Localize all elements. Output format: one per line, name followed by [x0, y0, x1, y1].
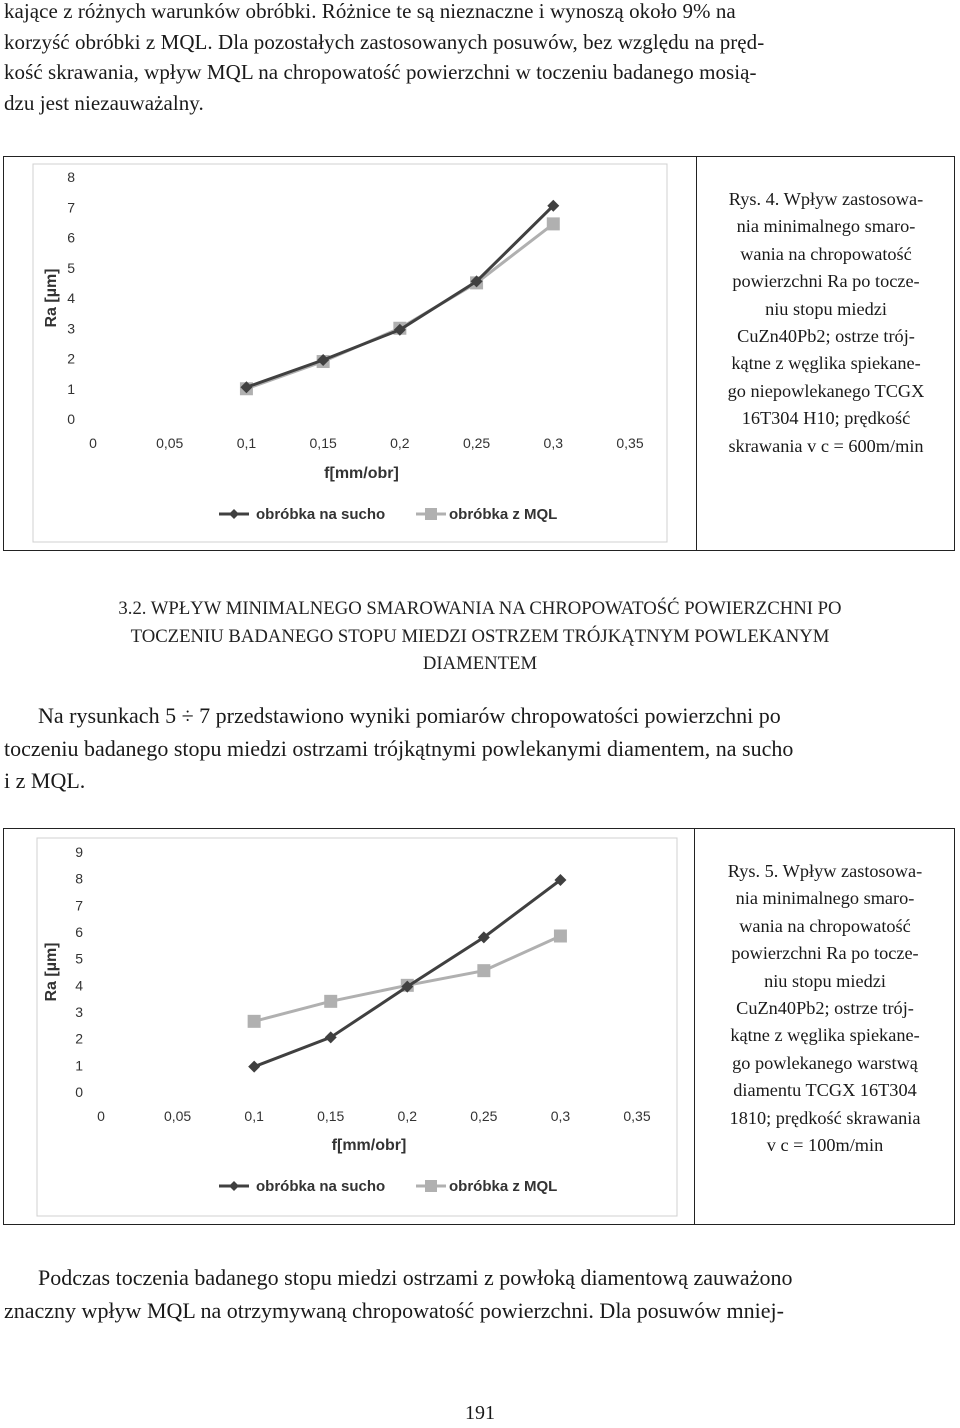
- figure-4: [3, 156, 955, 551]
- page-number: 191: [465, 1402, 495, 1424]
- x-tick-label: 0,15: [309, 435, 337, 451]
- plot-area-frame: [33, 164, 667, 542]
- data-point-square: [477, 964, 490, 977]
- x-tick-label: 0,3: [550, 1108, 571, 1124]
- caption-line: nia minimalnego smaro-: [735, 888, 915, 909]
- figure-4-chart-cell: [4, 157, 697, 550]
- caption-line: CuZn40Pb2; ostrze trój-: [736, 998, 914, 1019]
- x-tick-label: 0,35: [623, 1108, 651, 1124]
- legend-marker-diamond: [229, 1181, 239, 1191]
- y-tick-label: 7: [75, 897, 83, 914]
- y-tick-label: 5: [75, 950, 83, 967]
- x-tick-label: 0,2: [390, 435, 410, 451]
- caption-line: kątne z węglika spiekane-: [731, 353, 921, 374]
- data-point-square: [248, 1015, 261, 1028]
- y-tick-label: 8: [67, 169, 75, 185]
- data-point-diamond: [248, 1061, 260, 1073]
- data-point-square: [554, 930, 567, 943]
- caption-line: kątne z węglika spiekane-: [730, 1025, 920, 1046]
- caption-line: nia minimalnego smaro-: [736, 216, 916, 237]
- y-tick-label: 3: [67, 320, 75, 337]
- y-tick-label: 5: [67, 259, 75, 276]
- y-tick-label: 1: [75, 1057, 83, 1074]
- caption-line: wania na chropowatość: [739, 915, 911, 936]
- heading-line: 3.2. WPŁYW MINIMALNEGO SMAROWANIA NA CHROPOWATOŚĆ POWIERZCHNI PO: [118, 598, 842, 619]
- text-line: kające z różnych warunków obróbki. Różnice te są nieznaczne i wynoszą około 9% na: [4, 0, 736, 23]
- caption-line: go niepowlekanego TCGX: [727, 380, 925, 401]
- heading-line: DIAMENTEM: [422, 653, 538, 674]
- y-tick-label: 6: [67, 229, 75, 246]
- x-tick-label: 0,05: [156, 435, 184, 451]
- x-tick-label: 0,3: [543, 435, 564, 451]
- caption-line: niu stopu miedzi: [765, 298, 887, 319]
- y-tick-label: 2: [75, 1030, 83, 1047]
- text-line: Podczas toczenia badanego stopu miedzi ostrzami z powłoką diamentową zauważono: [38, 1265, 793, 1290]
- caption-line: skrawania v c = 600m/min: [728, 435, 924, 456]
- x-tick-label: 0,1: [236, 435, 257, 451]
- caption-line: go powlekanego warstwą: [732, 1052, 918, 1073]
- text-line: dzu jest niezauważalny.: [4, 90, 204, 115]
- x-tick-label: 0,15: [317, 1108, 345, 1124]
- caption-line: wania na chropowatość: [740, 243, 912, 264]
- y-tick-label: 6: [75, 924, 83, 940]
- figure-5-chart: [4, 829, 694, 1223]
- caption-line: niu stopu miedzi: [764, 970, 886, 991]
- series-line: [254, 880, 560, 1067]
- y-tick-label: 1: [67, 380, 75, 397]
- legend-label: obróbka na sucho: [256, 506, 386, 523]
- series-line: [246, 224, 553, 389]
- caption-line: powierzchni Ra po tocze-: [732, 271, 920, 292]
- x-axis-title: f[mm/obr]: [324, 465, 399, 482]
- legend-marker-square: [425, 508, 437, 520]
- caption-line: diamentu TCGX 16T304: [733, 1080, 917, 1101]
- caption-line: Rys. 5. Wpływ zastosowa-: [727, 861, 923, 881]
- legend-label: obróbka z MQL: [449, 1178, 558, 1195]
- y-tick-label: 3: [75, 1004, 83, 1020]
- series-line: [246, 206, 553, 387]
- text-line: Na rysunkach 5 ÷ 7 przedstawiono wyniki pomiarów chropowatości powierzchni po: [38, 703, 781, 728]
- plot-area-frame: [37, 838, 677, 1216]
- x-tick-label: 0,1: [244, 1108, 264, 1124]
- y-axis-title: Ra [µm]: [43, 268, 60, 328]
- data-point-square: [547, 217, 560, 230]
- y-tick-label: 4: [75, 977, 83, 994]
- paragraph-top: [4, 0, 956, 118]
- figure-5-caption: [696, 829, 954, 1224]
- caption-line: powierzchni Ra po tocze-: [731, 943, 919, 964]
- y-tick-label: 0: [67, 411, 75, 427]
- x-tick-label: 0,25: [470, 1108, 498, 1124]
- figure-4-chart: [4, 157, 696, 549]
- legend-label: obróbka na sucho: [256, 1178, 386, 1195]
- x-axis-title: f[mm/obr]: [331, 1137, 407, 1154]
- y-tick-label: 0: [75, 1084, 83, 1100]
- caption-line: 1810; prędkość skrawania: [729, 1107, 921, 1128]
- caption-line: v c = 100m/min: [766, 1135, 884, 1156]
- figure-4-caption: [698, 157, 954, 550]
- figure-5: [3, 828, 955, 1225]
- figure-5-chart-cell: [4, 829, 695, 1224]
- caption-line: Rys. 4. Wpływ zastosowa-: [728, 189, 924, 209]
- legend-marker-square: [425, 1180, 437, 1192]
- x-tick-label: 0,25: [462, 435, 491, 451]
- series-line: [254, 936, 560, 1021]
- x-tick-label: 0,2: [397, 1108, 418, 1124]
- data-point-square: [324, 995, 337, 1008]
- text-line: korzyść obróbki z MQL. Dla pozostałych zastosowanych posuwów, bez względu na pręd-: [4, 29, 765, 54]
- caption-line: CuZn40Pb2; ostrze trój-: [737, 326, 915, 347]
- legend-label: obróbka z MQL: [449, 506, 558, 523]
- y-tick-label: 8: [75, 870, 83, 887]
- paragraph-mid: [4, 700, 956, 798]
- y-tick-label: 9: [75, 844, 83, 860]
- x-tick-label: 0: [97, 1108, 105, 1124]
- text-line: toczeniu badanego stopu miedzi ostrzami trójkątnymi powlekanymi diamentem, na sucho: [4, 735, 794, 761]
- y-tick-label: 4: [67, 290, 75, 306]
- x-tick-label: 0,35: [616, 435, 644, 451]
- heading-line: TOCZENIU BADANEGO STOPU MIEDZI OSTRZEM TRÓJKĄTNYM POWLEKANYM: [130, 625, 830, 647]
- text-line: kość skrawania, wpływ MQL na chropowatość powierzchni w toczeniu badanego mosią-: [4, 60, 757, 84]
- caption-line: 16T304 H10; prędkość: [741, 408, 911, 429]
- y-tick-label: 2: [67, 350, 75, 367]
- text-line: i z MQL.: [4, 768, 86, 793]
- y-axis-title: Ra [µm]: [43, 942, 60, 1002]
- paragraph-bottom: [4, 1262, 956, 1327]
- x-tick-label: 0: [89, 435, 97, 451]
- section-heading: [4, 595, 956, 678]
- text-line: znaczny wpływ MQL na otrzymywaną chropowatość powierzchni. Dla posuwów mniej-: [4, 1297, 784, 1323]
- y-tick-label: 7: [67, 199, 75, 216]
- x-tick-label: 0,05: [163, 1108, 192, 1124]
- legend-marker-diamond: [229, 509, 239, 519]
